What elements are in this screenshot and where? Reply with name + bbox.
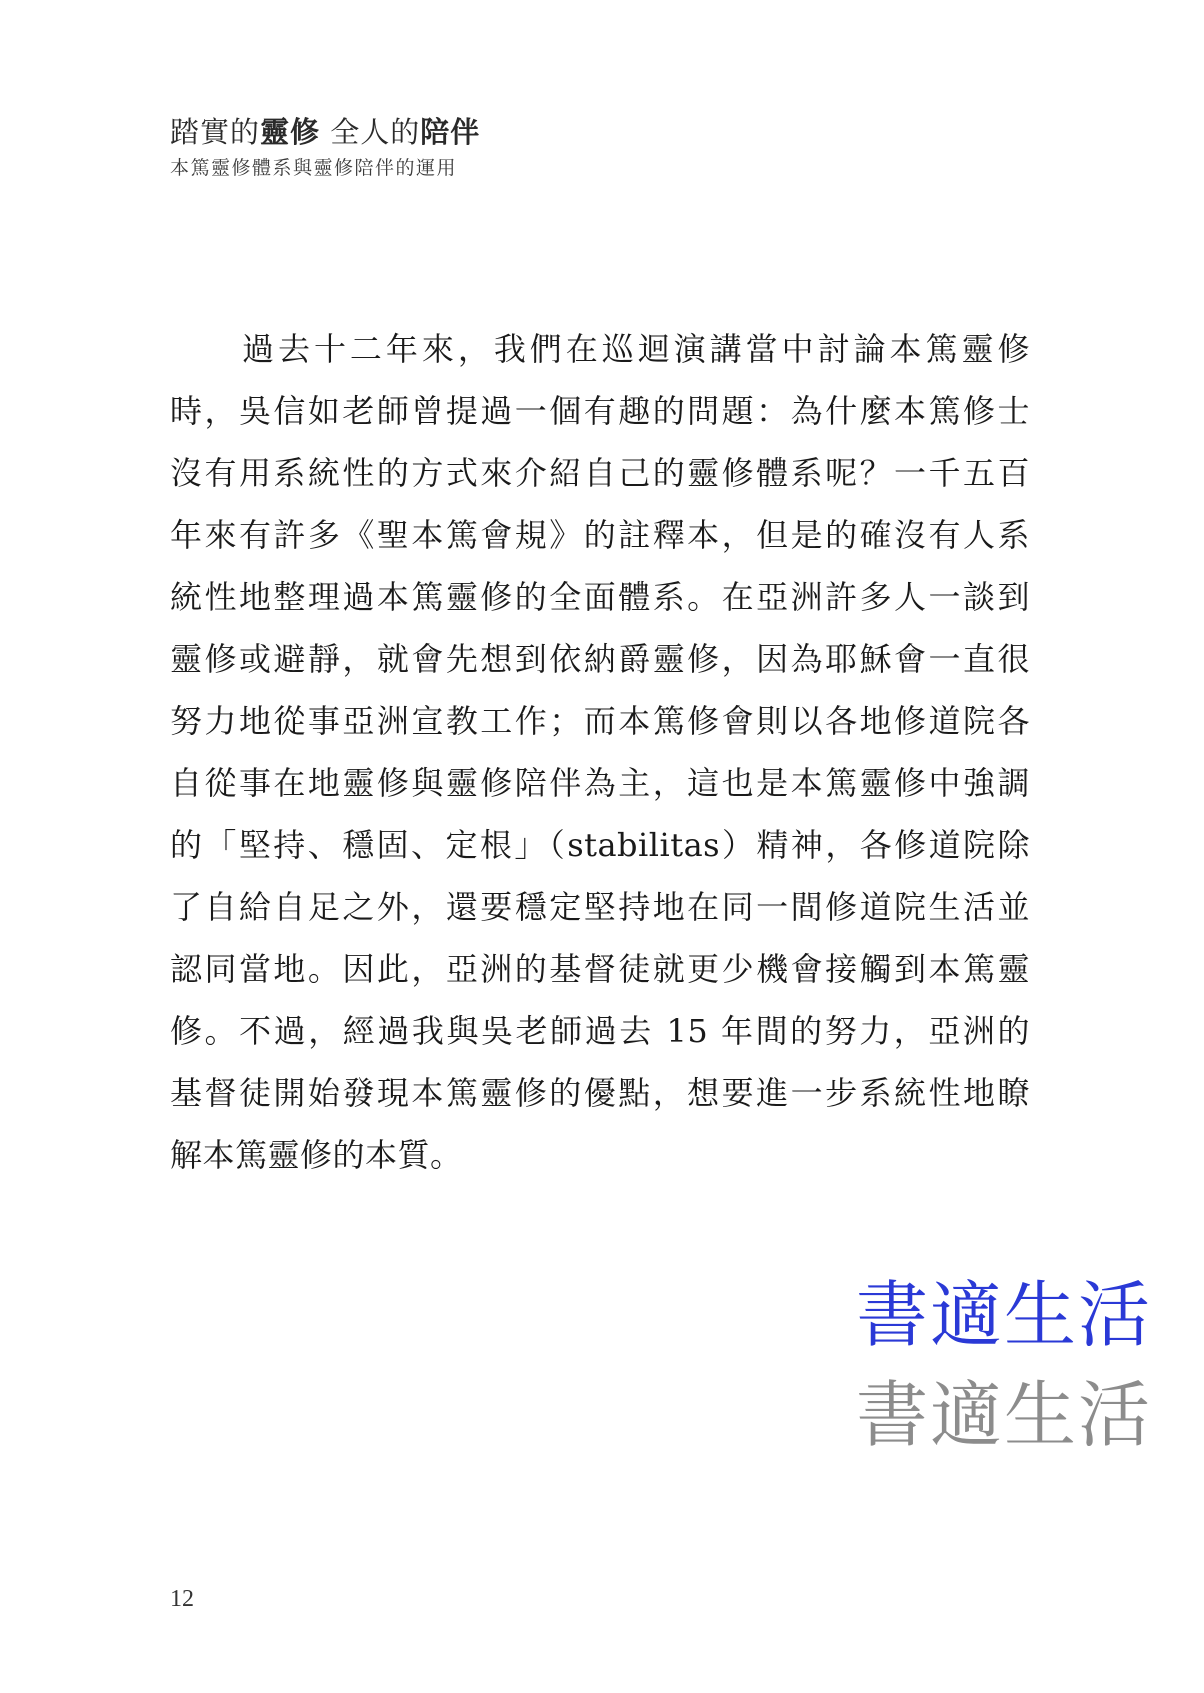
publisher-stamp-gray: 書適生活: [855, 1373, 1152, 1457]
body-paragraph: [170, 318, 1030, 1186]
body-line: 基督徒開始發現本篤靈修的優點，想要進一步系統性地瞭: [170, 1074, 1030, 1112]
body-line: 沒有用系統性的方式來介紹自己的靈修體系呢？一千五百: [170, 454, 1030, 492]
running-head: [170, 112, 480, 182]
body-line: 靈修或避靜，就會先想到依納爵靈修，因為耶穌會一直很: [170, 640, 1030, 678]
body-line: 統性地整理過本篤靈修的全面體系。在亞洲許多人一談到: [170, 578, 1030, 616]
body-line: 解本篤靈修的本質。: [170, 1136, 463, 1174]
running-title-part: 踏實的: [170, 115, 261, 149]
body-line: 時，吳信如老師曾提過一個有趣的問題：為什麼本篤修士: [170, 392, 1030, 430]
running-title-emphasis: 陪伴: [420, 115, 481, 149]
page-number: 12: [170, 1586, 194, 1612]
body-line: 年來有許多《聖本篤會規》的註釋本，但是的確沒有人系: [170, 516, 1030, 554]
body-line: 自從事在地靈修與靈修陪伴為主，這也是本篤靈修中強調: [170, 764, 1030, 802]
running-title-part: 全人的: [320, 115, 421, 149]
running-title-emphasis: 靈修: [260, 115, 321, 149]
body-line: 了自給自足之外，還要穩定堅持地在同一間修道院生活並: [170, 888, 1030, 926]
body-line: 認同當地。因此，亞洲的基督徒就更少機會接觸到本篤靈: [170, 950, 1030, 988]
body-line: 過去十二年來，我們在巡迴演講當中討論本篤靈修: [242, 330, 1030, 368]
body-line: 努力地從事亞洲宣教工作；而本篤修會則以各地修道院各: [170, 702, 1030, 740]
body-line: 修。不過，經過我與吳老師過去 15 年間的努力，亞洲的: [170, 1012, 1030, 1050]
running-subtitle: 本篤靈修體系與靈修陪伴的運用: [170, 157, 458, 179]
body-line: 的「堅持、穩固、定根」（stabilitas）精神，各修道院除: [170, 826, 1030, 864]
publisher-stamp-blue: 書適生活: [855, 1273, 1152, 1357]
running-title: [170, 112, 480, 152]
